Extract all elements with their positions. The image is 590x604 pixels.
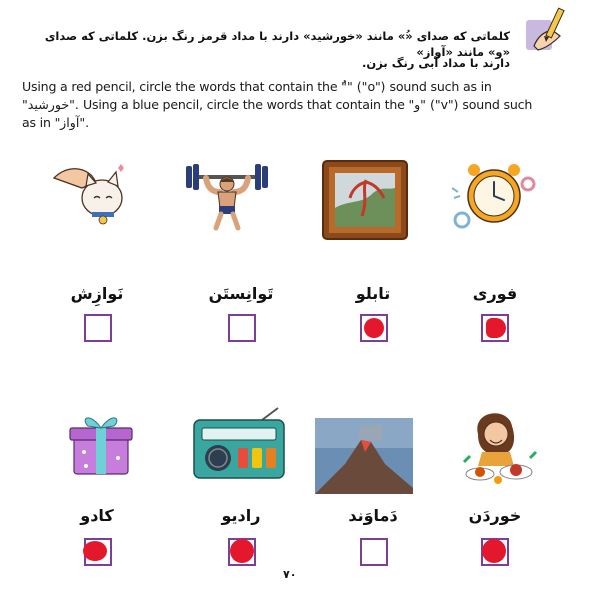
instruction-english (22, 78, 552, 132)
writing-hand-icon (522, 6, 570, 54)
checkbox-tavanestan[interactable] (228, 314, 256, 342)
checkbox-fori[interactable] (481, 314, 509, 342)
instruction-farsi-line2: دارند با مداد آبی رنگ بزن. (362, 56, 510, 70)
instruction-english-line1: Using a red pencil, circle the words that contain the "ُ" ("o") sound such as in (22, 79, 492, 94)
checkbox-damavand[interactable] (360, 538, 388, 566)
red-mark (482, 539, 506, 563)
radio-picture (192, 406, 286, 480)
checkbox-khordan[interactable] (481, 538, 509, 566)
word-fori: فوری (472, 284, 518, 303)
red-mark (83, 541, 107, 561)
red-mark (230, 539, 254, 563)
instruction-farsi-line1: کلماتی که صدای «ُ» مانند «خورشید» دارند با مداد قرمز رنگ بزن. کلماتی که صدای «و» مانند «آواز» (44, 29, 510, 59)
word-radio: رادیو (221, 506, 261, 525)
word-tablo: تابلو (355, 284, 391, 303)
checkbox-radio[interactable] (228, 538, 256, 566)
checkbox-kado[interactable] (84, 538, 112, 566)
red-mark (486, 318, 506, 338)
word-tavanestan: تَوانِستَن (208, 284, 274, 303)
instruction-english-line3: as in "آواز". (22, 115, 90, 130)
framed-painting-picture (322, 160, 408, 240)
word-kado: کادو (80, 506, 114, 525)
word-damavand: دَماوَند (348, 506, 398, 525)
weightlifter-picture (184, 158, 270, 232)
page-number: ۷۰ (283, 568, 297, 581)
petting-cat-picture (52, 158, 130, 230)
instruction-english-line2: "خورشید". Using a blue pencil, circle the words that contain the "و" ("v") sound such (22, 97, 533, 112)
checkbox-navazesh[interactable] (84, 314, 112, 342)
checkbox-tablo[interactable] (360, 314, 388, 342)
word-navazesh: نَوازِش (70, 284, 124, 303)
red-mark (364, 318, 384, 338)
gift-box-picture (66, 408, 136, 478)
girl-eating-picture (458, 404, 540, 488)
volcano-mountain-picture (315, 418, 413, 494)
alarm-clock-picture (450, 158, 538, 238)
word-khordan: خوردَن (468, 506, 522, 525)
